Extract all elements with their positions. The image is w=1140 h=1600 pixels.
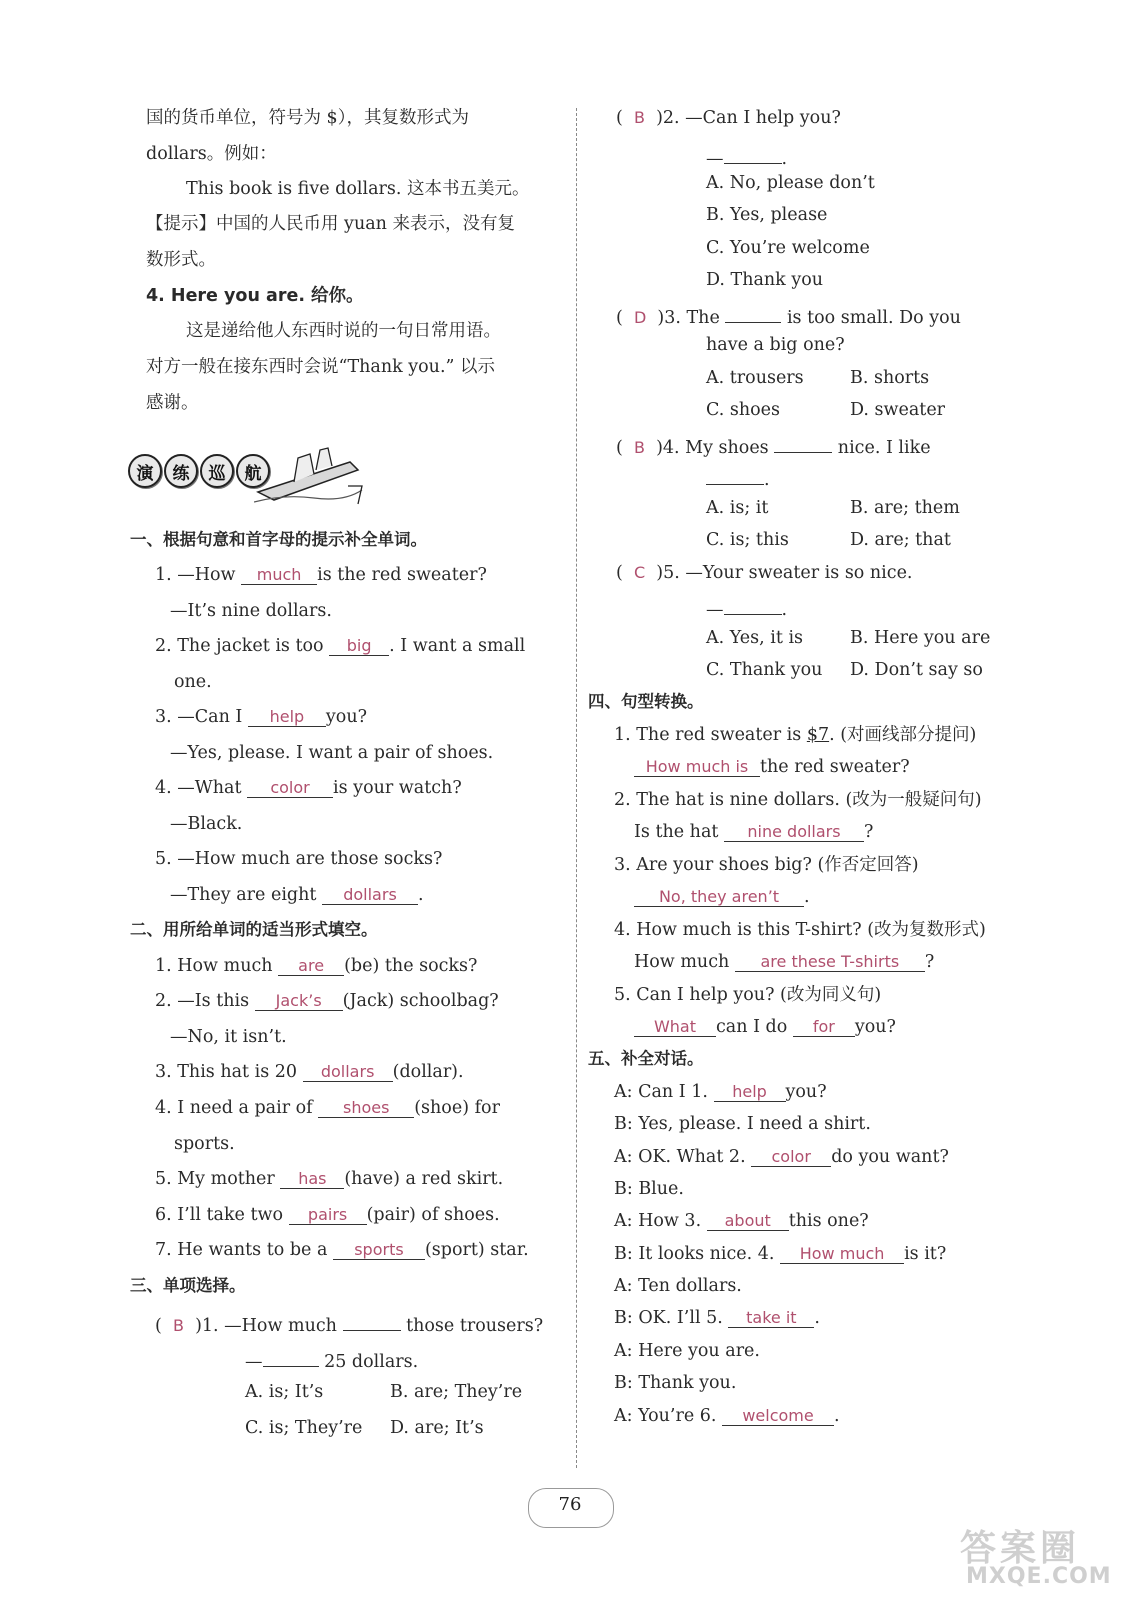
dialogue-line: A: You’re 6. welcome . xyxy=(614,1406,840,1426)
s3-q4-opt-b: B. are; them xyxy=(850,498,960,518)
s2-item-2-reply: —No, it isn’t. xyxy=(170,1027,287,1047)
s3-q5-opt-b: B. Here you are xyxy=(850,628,991,648)
s4-item-5: 5. Can I help you? (改为同义句) xyxy=(614,985,882,1005)
dialogue-line: A: How 3. about this one? xyxy=(614,1211,869,1231)
s2-item-1: 1. How much are (be) the socks? xyxy=(155,956,478,976)
s1-item-5: 5. —How much are those socks? xyxy=(155,849,443,869)
s1-item-2: 2. The jacket is too big . I want a small xyxy=(155,636,526,656)
watermark-logo: 答案圈 MXQE.COM xyxy=(960,1528,1112,1589)
s1-item-3: 3. —Can I help you? xyxy=(155,707,367,727)
s3-q2-opt-a: A. No, please don’t xyxy=(706,173,875,193)
dialogue-line: A: Here you are. xyxy=(614,1341,760,1361)
point-4-line: 感谢。 xyxy=(146,393,199,413)
example-sentence: This book is five dollars. 这本书五美元。 xyxy=(186,179,530,199)
banner-char: 练 xyxy=(164,454,198,488)
s1-item-4: 4. —What color is your watch? xyxy=(155,778,462,798)
section-1-title: 一、根据句意和首字母的提示补全单词。 xyxy=(130,530,427,549)
tip-line: 【提示】中国的人民币用 yuan 来表示，没有复 xyxy=(146,214,515,234)
tip-line: 数形式。 xyxy=(146,250,216,270)
s3-q1-opt-d: D. are; It’s xyxy=(390,1418,484,1438)
section-2-title: 二、用所给单词的适当形式填空。 xyxy=(130,920,378,939)
banner-char: 演 xyxy=(128,454,162,488)
dialogue-line: B: It looks nice. 4. How much is it? xyxy=(614,1244,947,1264)
s2-item-2: 2. —Is this Jack’s (Jack) schoolbag? xyxy=(155,991,499,1011)
s3-q4-line2: . xyxy=(706,464,770,491)
dialogue-line: A: Ten dollars. xyxy=(614,1276,742,1296)
s1-item-2-cont: one. xyxy=(174,672,212,692)
s3-q3-opt-c: C. shoes xyxy=(706,400,781,420)
point-4-line: 对方一般在接东西时会说“Thank you.” 以示 xyxy=(146,357,496,377)
s1-item-5-reply: —They are eight dollars . xyxy=(170,885,424,905)
dialogue-line: A: Can I 1. help you? xyxy=(614,1082,827,1102)
point-4-title: 4. Here you are. 给你。 xyxy=(146,286,364,306)
s2-item-3: 3. This hat is 20 dollars (dollar). xyxy=(155,1062,464,1082)
dialogue-line: B: Blue. xyxy=(614,1179,684,1199)
s2-item-4-cont: sports. xyxy=(174,1134,235,1154)
s4-item-4: 4. How much is this T-shirt? (改为复数形式) xyxy=(614,920,986,940)
s4-item-1-answer: How much is the red sweater? xyxy=(634,756,910,778)
s1-item-3-reply: —Yes, please. I want a pair of shoes. xyxy=(170,743,494,763)
s3-q1-opt-c: C. is; They’re xyxy=(245,1418,363,1438)
s3-q3-stem: ( D )3. The is too small. Do you xyxy=(616,302,961,329)
s3-q2-opt-b: B. Yes, please xyxy=(706,205,828,225)
s3-q2-stem: ( B )2. —Can I help you? xyxy=(616,108,841,128)
s2-item-5: 5. My mother has (have) a red skirt. xyxy=(155,1169,504,1189)
s4-item-2: 2. The hat is nine dollars. (改为一般疑问句) xyxy=(614,790,982,810)
column-divider xyxy=(576,108,577,1468)
dialogue-line: B: Thank you. xyxy=(614,1373,737,1393)
dialogue-line: B: OK. I’ll 5. take it . xyxy=(614,1308,820,1328)
s3-q3-opt-b: B. shorts xyxy=(850,368,930,388)
s4-item-5-answer: What can I do for you? xyxy=(634,1016,896,1038)
intro-line: 国的货币单位，符号为 $），其复数形式为 xyxy=(146,108,469,128)
s3-q4-opt-a: A. is; it xyxy=(706,498,769,518)
s3-q3-opt-d: D. sweater xyxy=(850,400,946,420)
s4-item-2-answer: Is the hat nine dollars ? xyxy=(634,822,874,842)
s3-q1-opt-a: A. is; It’s xyxy=(245,1382,324,1402)
s3-q3-opt-a: A. trousers xyxy=(706,368,804,388)
s4-item-1: 1. The red sweater is $7. (对画线部分提问) xyxy=(614,725,977,745)
s4-item-3: 3. Are your shoes big? (作否定回答) xyxy=(614,855,919,875)
banner-char: 巡 xyxy=(200,454,234,488)
s3-q5-stem: ( C )5. —Your sweater is so nice. xyxy=(616,563,913,583)
banner-char: 航 xyxy=(236,454,270,488)
section-3-title: 三、单项选择。 xyxy=(130,1276,246,1295)
point-4-line: 这是递给他人东西时说的一句日常用语。 xyxy=(186,321,501,341)
section-5-title: 五、补全对话。 xyxy=(588,1049,704,1068)
section-4-title: 四、句型转换。 xyxy=(588,692,704,711)
intro-line: dollars。例如： xyxy=(146,144,277,164)
s3-q5-opt-d: D. Don’t say so xyxy=(850,660,983,680)
s3-q1-stem: ( B )1. —How much those trousers? xyxy=(155,1310,543,1337)
s3-q2-line2: — . xyxy=(706,143,787,170)
s3-q3-line2: have a big one? xyxy=(706,335,845,355)
dialogue-line: B: Yes, please. I need a shirt. xyxy=(614,1114,871,1134)
s3-q1-opt-b: B. are; They’re xyxy=(390,1382,523,1402)
practice-banner xyxy=(128,440,358,508)
s1-item-4-reply: —Black. xyxy=(170,814,243,834)
s2-item-7: 7. He wants to be a sports (sport) star. xyxy=(155,1240,529,1260)
ship-icon xyxy=(254,440,364,508)
s2-item-4: 4. I need a pair of shoes (shoe) for xyxy=(155,1098,500,1118)
s3-q2-opt-d: D. Thank you xyxy=(706,270,824,290)
s4-item-4-answer: How much are these T-shirts ? xyxy=(634,952,935,972)
dialogue-line: A: OK. What 2. color do you want? xyxy=(614,1147,949,1167)
s3-q5-opt-c: C. Thank you xyxy=(706,660,823,680)
s3-q2-opt-c: C. You’re welcome xyxy=(706,238,870,258)
page-number: 76 xyxy=(520,1486,620,1530)
s2-item-6: 6. I’ll take two pairs (pair) of shoes. xyxy=(155,1205,500,1225)
s3-q4-stem: ( B )4. My shoes nice. I like xyxy=(616,432,931,459)
s3-q5-line2: — . xyxy=(706,594,787,621)
s3-q1-line2: — 25 dollars. xyxy=(245,1346,418,1373)
s3-q4-opt-d: D. are; that xyxy=(850,530,951,550)
s4-item-3-answer: No, they aren’t . xyxy=(634,886,810,908)
s3-q5-opt-a: A. Yes, it is xyxy=(706,628,804,648)
s3-q4-opt-c: C. is; this xyxy=(706,530,789,550)
s1-item-1-reply: —It’s nine dollars. xyxy=(170,601,332,621)
s1-item-1: 1. —How much is the red sweater? xyxy=(155,565,487,585)
